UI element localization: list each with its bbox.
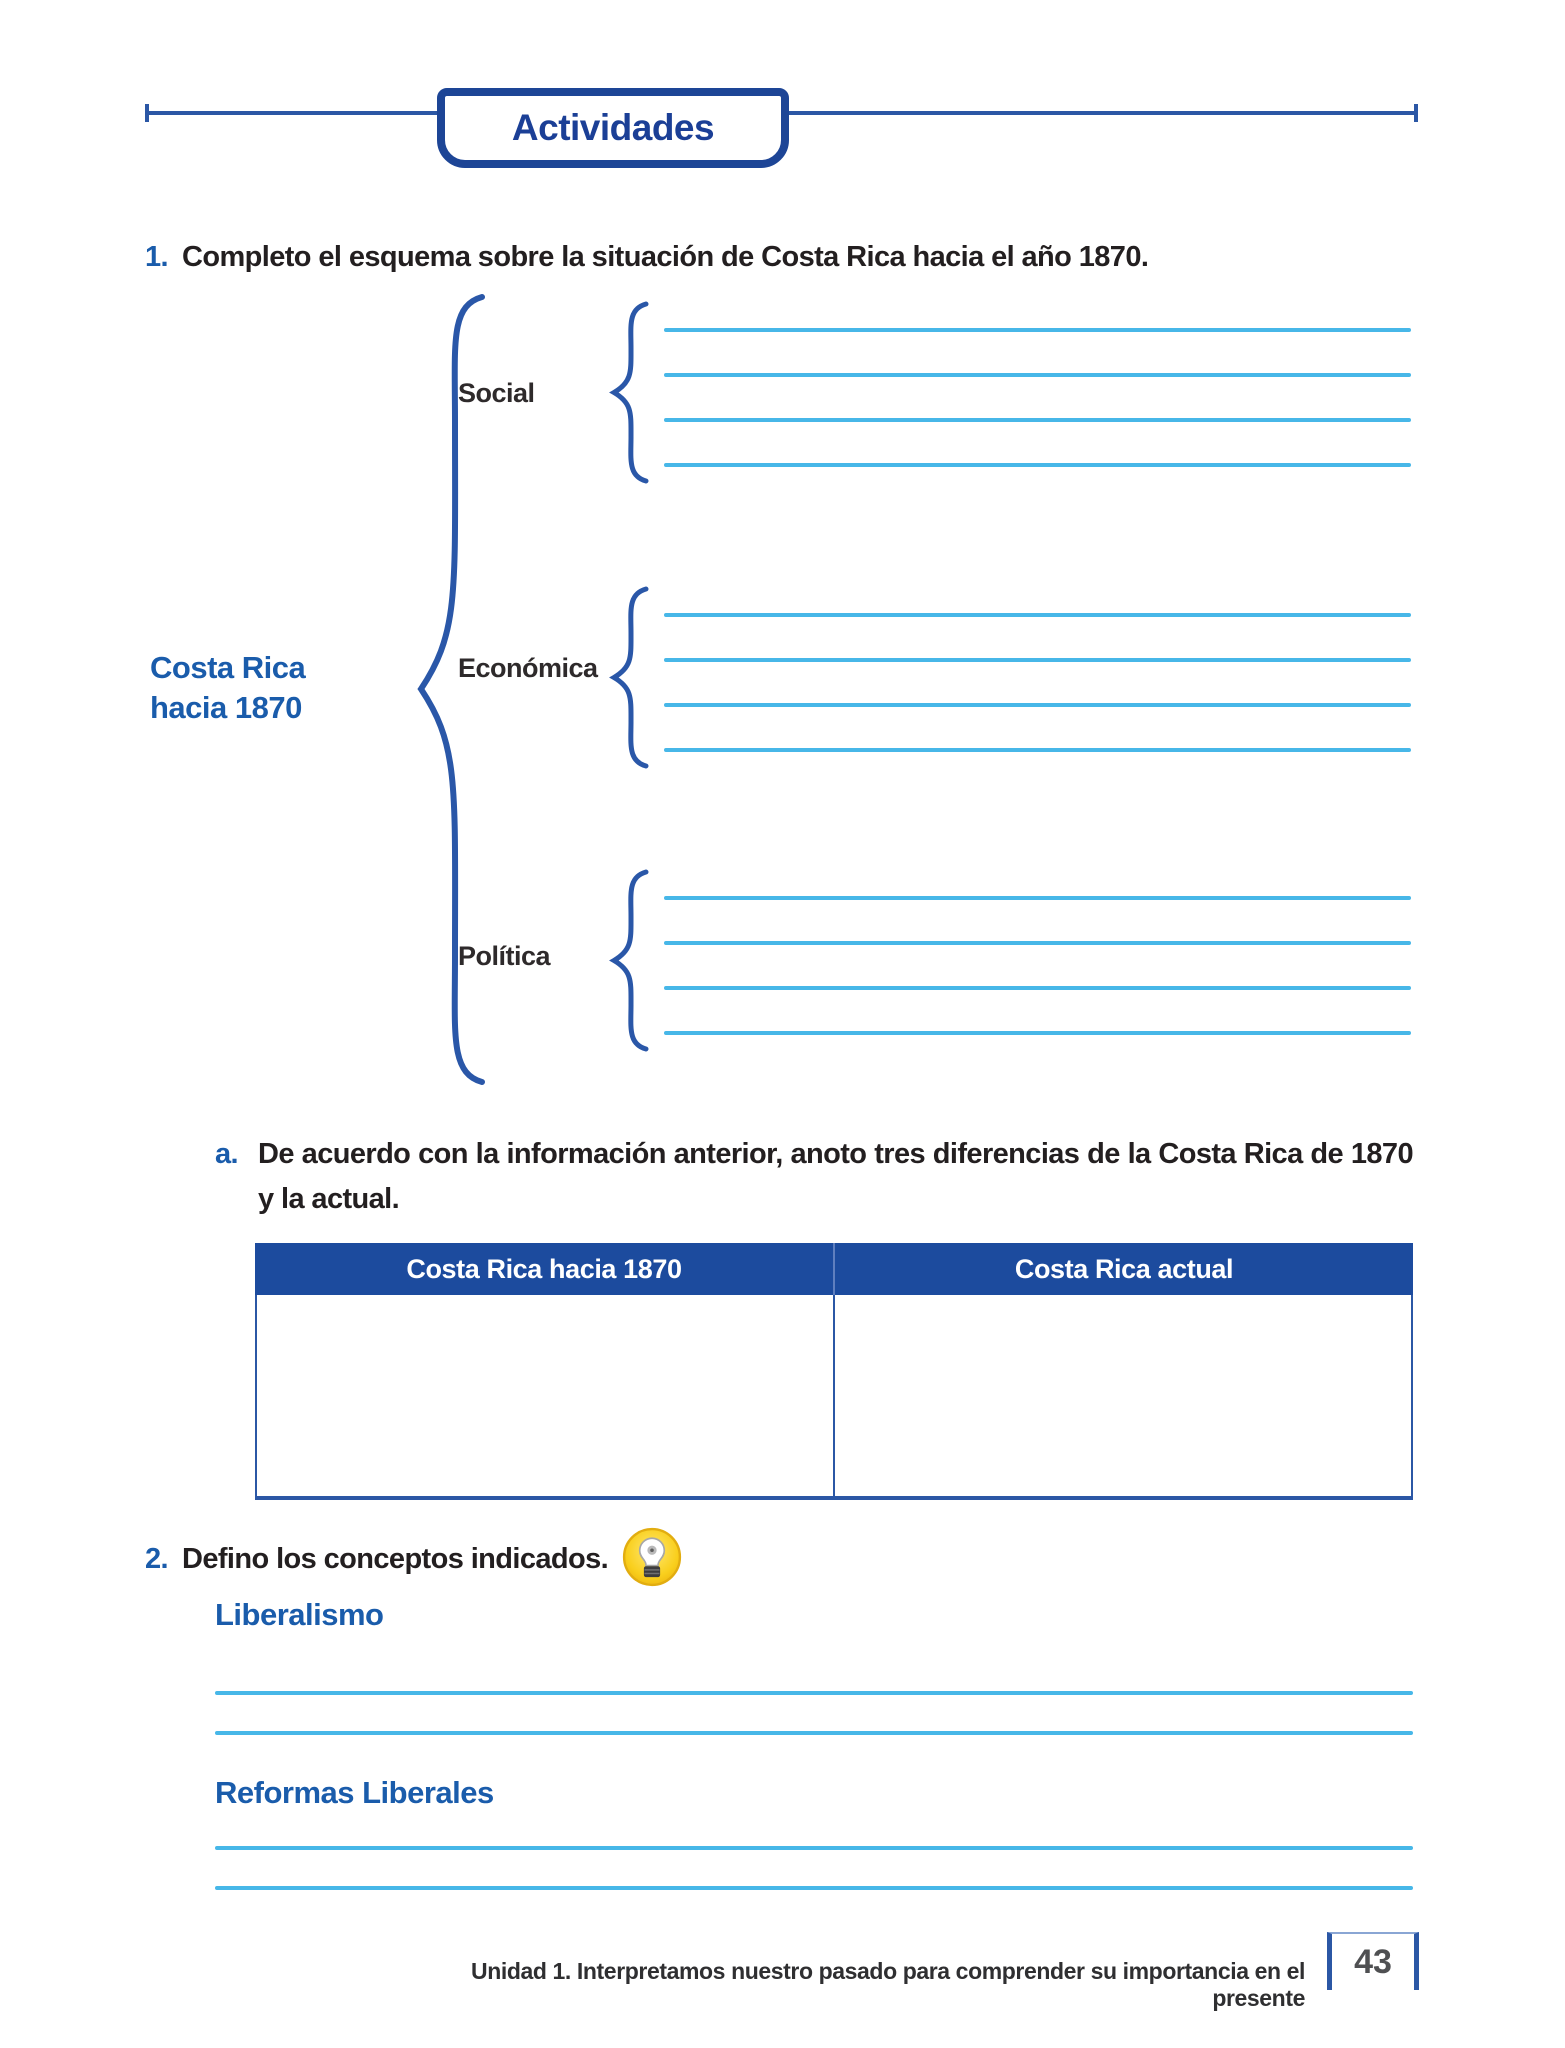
- activity-1a-text: De acuerdo con la información anterior, anoto tres diferencias de la Costa Rica de 1870 y la actual.: [258, 1138, 1413, 1215]
- comparison-table-header: [255, 1243, 1413, 1295]
- blank-writing-line: [664, 418, 1411, 422]
- writing-lines-social: [664, 328, 1411, 508]
- blank-writing-line: [215, 1846, 1413, 1850]
- blank-writing-line: [664, 328, 1411, 332]
- page-title: Actividades: [511, 107, 715, 148]
- column-header-actual: Costa Rica actual: [1014, 1253, 1234, 1284]
- blank-writing-line: [664, 613, 1411, 617]
- comparison-table-body: [255, 1295, 1413, 1500]
- blank-writing-line: [664, 373, 1411, 377]
- concept-label-reformas-liberales: Reformas Liberales: [215, 1775, 494, 1810]
- diagram-root-line1: Costa Rica: [150, 650, 306, 685]
- blank-writing-line: [215, 1886, 1413, 1890]
- blank-writing-line: [664, 703, 1411, 707]
- rule-end-tick: [1414, 104, 1418, 122]
- blank-writing-line: [664, 748, 1411, 752]
- branch-label-politica: Política: [458, 941, 551, 971]
- diagram-root-line2: hacia 1870: [150, 689, 302, 725]
- blank-writing-line: [664, 896, 1411, 900]
- blank-writing-line: [664, 658, 1411, 662]
- activity-2-instruction: [145, 1540, 1245, 1578]
- blank-writing-line: [215, 1691, 1413, 1695]
- activity-1a-instruction: [215, 1132, 1415, 1222]
- small-brace-politica: [604, 868, 654, 1053]
- writing-lines-reformas: [215, 1846, 1413, 1926]
- activity-1-text: Completo el esquema sobre la situación de Costa Rica hacia el año 1870.: [182, 241, 1149, 273]
- blank-writing-line: [664, 463, 1411, 467]
- concept-label-liberalismo: Liberalismo: [215, 1597, 384, 1632]
- blank-writing-line: [664, 941, 1411, 945]
- comparison-table: [255, 1243, 1413, 1503]
- writing-lines-politica: [664, 896, 1411, 1076]
- lightbulb-icon: [622, 1527, 682, 1587]
- answer-cell-1870: [257, 1295, 835, 1496]
- activity-2-number: 2.: [145, 1543, 168, 1575]
- diagram-root-label: [150, 648, 400, 727]
- blank-writing-line: [664, 986, 1411, 990]
- rule-end-tick: [145, 104, 149, 122]
- writing-lines-liberalismo: [215, 1691, 1413, 1771]
- column-header-1870: Costa Rica hacia 1870: [255, 1243, 835, 1295]
- branch-label-economica: Económica: [458, 653, 598, 683]
- writing-lines-economica: [664, 613, 1411, 793]
- activity-2-text: Defino los conceptos indicados.: [182, 1543, 609, 1575]
- small-brace-economica: [604, 585, 654, 770]
- page-number-box: [1327, 1932, 1419, 1990]
- activity-1-number: 1.: [145, 241, 168, 273]
- small-brace-social: [604, 300, 654, 485]
- footer-unit-title: Unidad 1. Interpretamos nuestro pasado para comprender su importancia en el presente: [471, 1958, 1305, 2011]
- activity-1a-letter: a.: [215, 1138, 238, 1170]
- answer-cell-actual: [835, 1295, 1411, 1496]
- page-number: 43: [1354, 1942, 1392, 1981]
- branch-label-social: Social: [458, 378, 535, 408]
- activity-1-instruction: [145, 238, 1425, 276]
- activities-header-box: [437, 88, 789, 168]
- blank-writing-line: [215, 1731, 1413, 1735]
- blank-writing-line: [664, 1031, 1411, 1035]
